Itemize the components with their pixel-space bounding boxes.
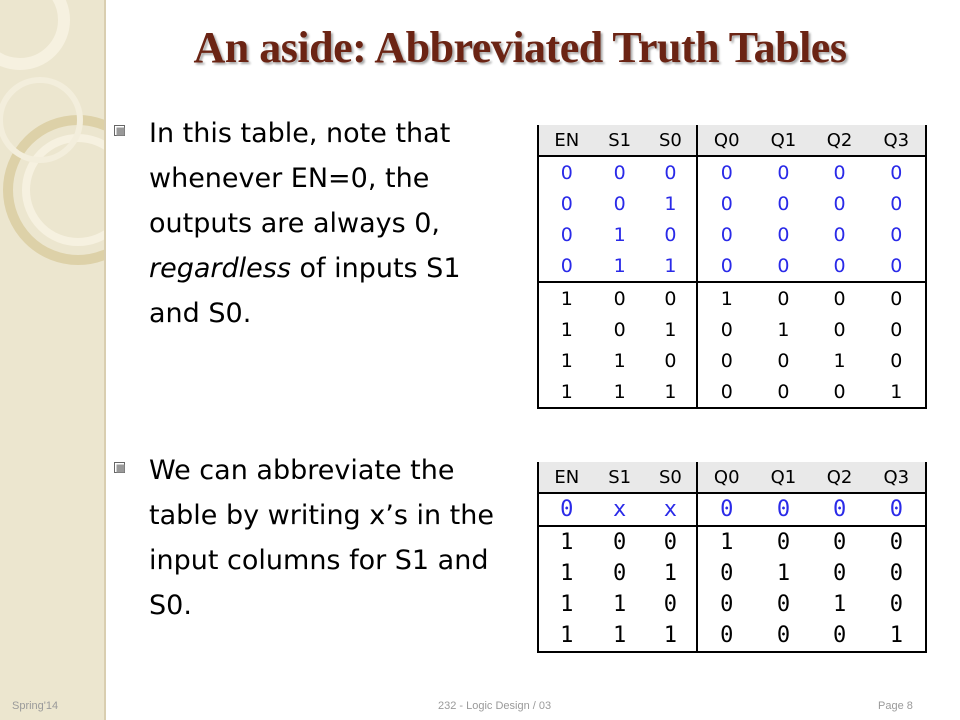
cell-s0: 0: [645, 589, 697, 620]
column-header-q0: Q0: [697, 462, 755, 493]
cell-s0: 0: [645, 345, 697, 376]
cell-s0: 1: [645, 376, 697, 408]
cell-s0: 0: [645, 219, 697, 250]
cell-q0: 1: [697, 526, 755, 558]
decorative-circles: [0, 0, 104, 720]
decorative-sidebar: [0, 0, 104, 720]
table-row: [538, 376, 926, 408]
cell-q0: 0: [720, 161, 733, 184]
table-row: [538, 493, 926, 526]
cell-q2: 0: [832, 561, 847, 586]
table-row: [538, 620, 926, 652]
cell-q2: 0: [833, 192, 846, 215]
cell-en: 0: [538, 250, 595, 282]
cell-q1: 0: [777, 223, 790, 246]
square-bullet-icon: [114, 462, 125, 473]
table-row: [538, 314, 926, 345]
column-header-q1: Q1: [755, 125, 811, 156]
cell-q0: 0: [720, 349, 733, 372]
cell-q0: 0: [720, 223, 733, 246]
cell-s1: 0: [595, 282, 645, 314]
table-row: [538, 345, 926, 376]
cell-en: 0: [538, 493, 595, 526]
cell-q0: 0: [697, 620, 755, 652]
full-truth-table: [537, 125, 927, 409]
cell-en: 1: [538, 526, 595, 558]
cell-en: 1: [538, 345, 595, 376]
table-row: [538, 282, 926, 314]
bullet-note: [114, 111, 494, 336]
cell-q2: 0: [833, 254, 846, 277]
cell-q3: 0: [868, 219, 926, 250]
cell-q1: 0: [776, 497, 791, 522]
cell-s1: 1: [613, 349, 626, 372]
cell-q0: 0: [720, 192, 733, 215]
column-header-q3: Q3: [868, 462, 926, 493]
cell-q1: 0: [777, 192, 790, 215]
cell-en: 0: [538, 188, 595, 219]
header-row: [538, 462, 926, 493]
cell-q3: 0: [868, 526, 926, 558]
column-header-s1: S1: [595, 462, 645, 493]
cell-en: 1: [538, 376, 595, 408]
cell-s0: 1: [645, 250, 697, 282]
footer-page-number: Page 8: [878, 700, 913, 712]
column-header-s0: S0: [645, 125, 697, 156]
cell-s1: 0: [613, 561, 627, 586]
bullet-abbreviate-text: We can abbreviate the table by writing x’s in the input columns for S1 and S0.: [149, 455, 494, 621]
cell-q0: 1: [697, 282, 755, 314]
column-header-en: EN: [538, 462, 595, 493]
cell-q2: 0: [833, 223, 846, 246]
column-header-q2: Q2: [812, 125, 868, 156]
cell-q2: 1: [832, 592, 847, 617]
column-header-s0: S0: [645, 462, 697, 493]
cell-q3: 0: [868, 282, 926, 314]
cell-q3: 0: [868, 558, 926, 589]
cell-q3: 0: [868, 156, 926, 188]
cell-q2: 0: [833, 318, 846, 341]
cell-en: 1: [538, 589, 595, 620]
cell-q2: 0: [833, 161, 846, 184]
column-header-s1: S1: [595, 125, 645, 156]
cell-q3: 0: [868, 589, 926, 620]
table-row: [538, 526, 926, 558]
abbreviated-truth-table: [537, 462, 927, 653]
cell-q0: 0: [720, 318, 733, 341]
table-row: [538, 558, 926, 589]
bullet-abbreviate: [114, 448, 494, 628]
footer-course: 232 - Logic Design / 03: [438, 700, 552, 712]
sidebar-divider: [104, 0, 106, 720]
column-header-q2: Q2: [812, 462, 868, 493]
cell-s1: 0: [613, 318, 626, 341]
table-row: [538, 219, 926, 250]
cell-q3: 0: [868, 493, 926, 526]
cell-q3: 0: [868, 250, 926, 282]
cell-q1: 1: [776, 561, 791, 586]
cell-en: 1: [538, 282, 595, 314]
cell-s0: 0: [645, 156, 697, 188]
cell-q2: 0: [812, 526, 868, 558]
cell-q3: 0: [868, 345, 926, 376]
cell-q1: 0: [755, 282, 811, 314]
cell-q3: 1: [868, 376, 926, 408]
cell-s1: 0: [595, 526, 645, 558]
cell-s1: 0: [613, 192, 626, 215]
cell-q1: 0: [777, 254, 790, 277]
cell-s0: 1: [645, 558, 697, 589]
cell-en: 1: [538, 558, 595, 589]
cell-q1: 0: [777, 349, 790, 372]
bullet-note-text: In this table, note that whenever EN=0, the outputs are always 0, regardless of inputs S1 and S0.: [149, 118, 461, 329]
cell-s0: 1: [645, 620, 697, 652]
cell-q1: 0: [777, 161, 790, 184]
cell-q0: 0: [720, 497, 734, 522]
column-header-q1: Q1: [755, 462, 811, 493]
cell-q2: 0: [812, 620, 868, 652]
table-row: [538, 188, 926, 219]
cell-q1: 0: [755, 526, 811, 558]
cell-en: 1: [538, 620, 595, 652]
cell-q2: 0: [812, 282, 868, 314]
cell-s1: 1: [613, 592, 627, 617]
cell-s1: 1: [613, 223, 626, 246]
cell-en: 0: [538, 219, 595, 250]
column-header-en: EN: [538, 125, 595, 156]
cell-q0: 0: [720, 592, 734, 617]
cell-s1: 0: [613, 161, 626, 184]
table-row: [538, 589, 926, 620]
cell-q2: 1: [833, 349, 846, 372]
cell-s1: 1: [613, 254, 626, 277]
cell-q0: 0: [720, 254, 733, 277]
footer-date: Spring'14: [12, 700, 59, 712]
table-row: [538, 250, 926, 282]
cell-en: 0: [538, 156, 595, 188]
cell-s0: 1: [645, 314, 697, 345]
emphasis-regardless: regardless: [149, 253, 291, 284]
cell-s0: 0: [645, 526, 697, 558]
column-header-q0: Q0: [697, 125, 755, 156]
cell-s0: 1: [645, 188, 697, 219]
cell-q0: 0: [697, 376, 755, 408]
cell-q3: 0: [868, 314, 926, 345]
cell-q0: 0: [720, 561, 734, 586]
slide-title: An aside: Abbreviated Truth Tables: [193, 23, 847, 72]
cell-q3: 0: [868, 188, 926, 219]
cell-s1: 1: [595, 376, 645, 408]
cell-q2: 0: [812, 376, 868, 408]
square-bullet-icon: [114, 125, 125, 136]
cell-q1: 0: [776, 592, 791, 617]
cell-s1: x: [613, 497, 627, 522]
column-header-q3: Q3: [868, 125, 926, 156]
cell-q1: 1: [777, 318, 790, 341]
header-row: [538, 125, 926, 156]
cell-s0: x: [645, 493, 697, 526]
cell-q1: 0: [755, 376, 811, 408]
cell-en: 1: [538, 314, 595, 345]
cell-q2: 0: [832, 497, 847, 522]
table-row: [538, 156, 926, 188]
cell-s0: 0: [645, 282, 697, 314]
cell-q3: 1: [868, 620, 926, 652]
cell-q1: 0: [755, 620, 811, 652]
cell-s1: 1: [595, 620, 645, 652]
